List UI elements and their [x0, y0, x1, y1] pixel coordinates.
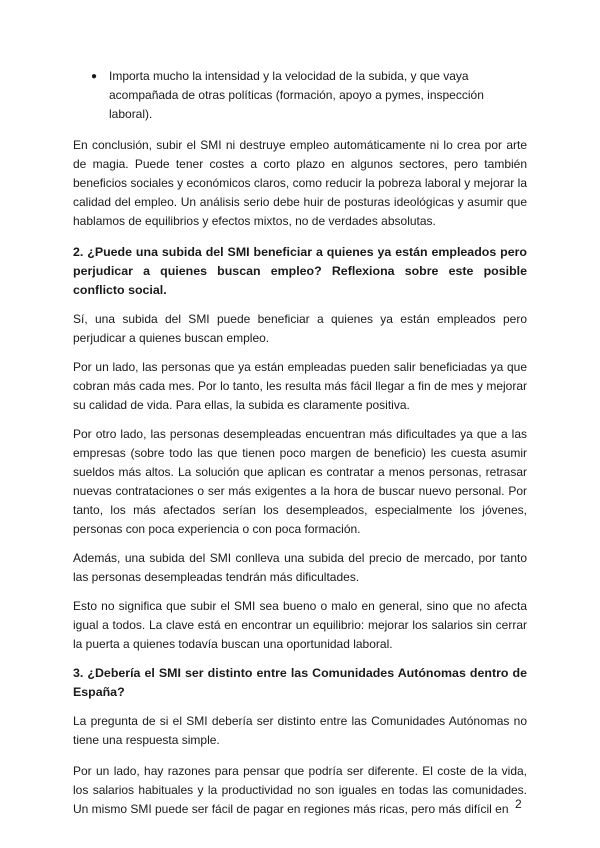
section-2-paragraph-1: Sí, una subida del SMI puede beneficiar a quienes ya están empleados pero perjudicar a quienes buscan empleo. — [73, 312, 527, 345]
list-item — [91, 67, 527, 124]
section-2-paragraph-3: Por otro lado, las personas desempleadas encuentran más dificultades ya que a las empresas (sobre todo las que tienen poco margen de beneficio) les cuesta asumir sueldos más altos. La solución que aplican es contratar a menos personas, retrasar nuevas contrataciones o ser más exigentes a la hora de buscar nuevo personal. Por tanto, los más afectados serían los desempleados, especialmente los jóvenes, personas con poca experiencia o con poca formación. — [73, 427, 527, 536]
bullet-icon: ● — [91, 71, 98, 82]
section-3-heading: 3. ¿Debería el SMI ser distinto entre las Comunidades Autónomas dentro de España? — [73, 666, 527, 699]
section-2-heading: 2. ¿Puede una subida del SMI beneficiar a quienes ya están empleados pero perjudicar a quienes buscan empleo? Reflexiona sobre este posible conflicto social. — [73, 245, 527, 297]
page-content — [73, 67, 527, 829]
section-2-paragraph-2: Por un lado, las personas que ya están empleadas pueden salir beneficiadas ya que cobran más cada mes. Por lo tanto, les resulta más fácil llegar a fin de mes y mejorar su calidad de vida. Para ellas, la subida es claramente positiva. — [73, 360, 527, 412]
section-3-paragraph-1: La pregunta de si el SMI debería ser distinto entre las Comunidades Autónomas no tiene una respuesta simple. — [73, 714, 527, 747]
bullet-list — [73, 67, 527, 124]
section-2-paragraph-4: Además, una subida del SMI conlleva una subida del precio de mercado, por tanto las personas desempleadas tendrán más dificultades. — [73, 551, 527, 584]
section-2-paragraph-5: Esto no significa que subir el SMI sea bueno o malo en general, sino que no afecta igual a todos. La clave está en encontrar un equilibrio: mejorar los salarios sin cerrar la puerta a quienes todavía buscan una oportunidad laboral. — [73, 599, 527, 651]
page-number: 2 — [515, 797, 522, 811]
section-3-paragraph-2: Por un lado, hay razones para pensar que podría ser diferente. El coste de la vida, los salarios habituales y la productividad no son iguales en todas las comunidades. Un mismo SMI puede ser fácil de pagar en regiones más ricas, pero más difícil en — [73, 764, 527, 816]
list-item-text: Importa mucho la intensidad y la velocidad de la subida, y que vaya acompañada de otras políticas (formación, apoyo a pymes, inspección laboral). — [109, 69, 484, 121]
conclusion-paragraph: En conclusión, subir el SMI ni destruye empleo automáticamente ni lo crea por arte de magia. Puede tener costes a corto plazo en algunos sectores, pero también beneficios sociales y económicos claros, como reducir la pobreza laboral y mejorar la calidad del empleo. Un análisis serio debe huir de posturas ideológicas y asumir que hablamos de equilibrios y efectos mixtos, no de verdades absolutas. — [73, 138, 527, 228]
